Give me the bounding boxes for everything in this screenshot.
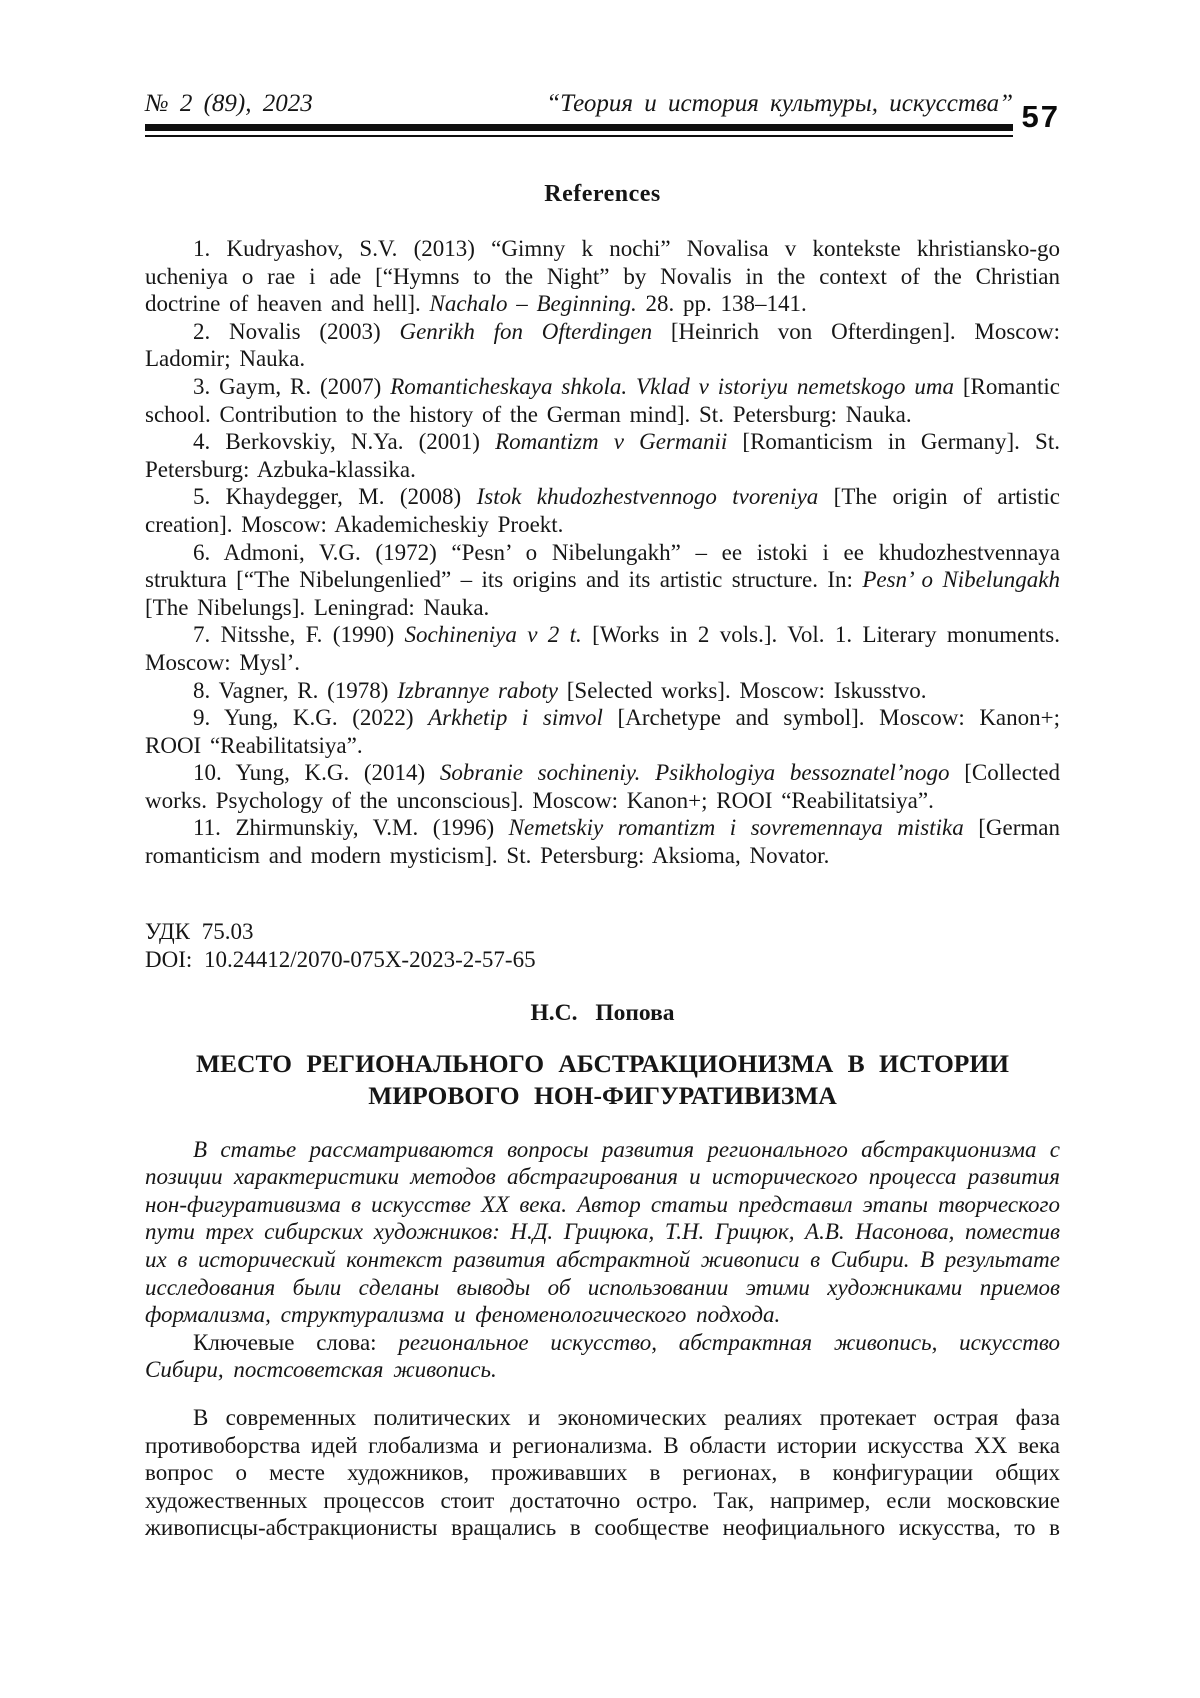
reference-text: [Heinrich von Ofterdingen]. Moscow: Ladomir; Nauka. — [145, 318, 1060, 372]
reference-item — [145, 539, 1060, 622]
reference-title-italic: Nemetskiy romantizm i sovremennaya mistika — [508, 815, 964, 841]
keywords-text: региональное искусство, абстрактная живопись, искусство Сибири, постсоветская живопись. — [145, 1329, 1060, 1383]
reference-item — [145, 759, 1060, 814]
header-rule-thick — [145, 124, 1013, 131]
header-inner — [145, 90, 1013, 137]
reference-title-italic: Istok khudozhestvennogo tvoreniya — [476, 484, 819, 510]
reference-text: 9. Yung, K.G. (2022) — [193, 705, 429, 731]
reference-item — [145, 483, 1060, 538]
keywords-label: Ключевые слова: — [193, 1329, 399, 1355]
abstract-paragraph: В статье рассматриваются вопросы развития регионального абстракционизма с позиции характеристики методов абстрагирования и исторического процесса развития нон-фигуративизма в искусстве XX века. Автор статьи представил этапы творческого пути трех сибирских художников: Н.Д. Грицюка, Т.Н. Грицюк, А.В. Насонова, поместив их в исторический контекст развития абстрактной живописи в Сибири. В результате исследования были сделаны выводы об использовании этими художниками приемов формализма, структурализма и феноменологического подхода. — [145, 1136, 1060, 1328]
udc-line: УДК 75.03 — [145, 918, 254, 944]
reference-text: 4. Berkovskiy, N.Ya. (2001) — [193, 429, 496, 455]
reference-text: [German romanticism and modern mysticism]. St. Petersburg: Aksioma, Novator. — [145, 815, 1060, 869]
reference-item — [145, 373, 1060, 428]
header-row — [145, 90, 1013, 118]
reference-text: [The Nibelungs]. Leningrad: Nauka. — [145, 594, 490, 620]
references-heading: References — [544, 181, 661, 207]
reference-title-italic: Romantizm v Germanii — [495, 429, 728, 455]
reference-text: 7. Nitsshe, F. (1990) — [193, 622, 405, 648]
reference-text: [Works in 2 vols.]. Vol. 1. Literary monuments. Moscow: Mysl’. — [145, 622, 1060, 675]
header-rule — [145, 124, 1013, 137]
reference-item — [145, 621, 1060, 676]
reference-text: [Romanticism in Germany]. St. Petersburg: Azbuka-klassika. — [145, 429, 1060, 482]
body-paragraph: В современных политических и экономических реалиях протекает острая фаза противоборства идей глобализма и регионализма. В области истории искусства XX века вопрос о месте художников, проживавших в регионах, в конфигурации общих художественных процессов стоит достаточно остро. Так, например, если московские живописцы-абстракционисты вращались в сообществе неофициального искусства, то в — [145, 1405, 1060, 1541]
reference-text: [The origin of artistic creation]. Moscow: Akademicheskiy Proekt. — [145, 484, 1061, 537]
reference-title-italic: Izbrannye raboty — [397, 677, 558, 703]
article-title — [145, 1048, 1060, 1112]
references-list — [145, 235, 1060, 870]
reference-item — [145, 235, 1060, 318]
author-name: Н.С. Попова — [530, 999, 675, 1026]
issue-number: № 2 (89), 2023 — [145, 90, 313, 117]
header-rule-thin — [145, 135, 1013, 137]
article-meta — [145, 918, 1060, 974]
reference-text: 5. Khaydegger, M. (2008) — [193, 484, 477, 510]
reference-title-italic: Sobranie sochineniy. Psikhologiya bessoznatel’nogo — [439, 760, 950, 786]
article-title-line-1: МЕСТО РЕГИОНАЛЬНОГО АБСТРАКЦИОНИЗМА В ИСТОРИИ — [195, 1048, 1010, 1078]
reference-item — [145, 704, 1060, 759]
reference-text: 10. Yung, K.G. (2014) — [193, 760, 440, 786]
keywords-paragraph — [145, 1329, 1060, 1384]
reference-text: [Romantic school. Contribution to the history of the German mind]. St. Petersburg: Nauka. — [145, 373, 1060, 427]
reference-text: [Collected works. Psychology of the unconscious]. Moscow: Kanon+; ROOI “Reabilitatsiya”. — [145, 760, 1061, 813]
article-title-line-2: МИРОВОГО НОН-ФИГУРАТИВИЗМА — [368, 1080, 837, 1110]
reference-item — [145, 318, 1060, 373]
page-number: 57 — [1021, 99, 1060, 134]
reference-text: [Selected works]. Moscow: Iskusstvo. — [558, 677, 927, 703]
reference-text: 2. Novalis (2003) — [193, 318, 400, 344]
reference-item — [145, 428, 1060, 483]
journal-title: “Теория и история культуры, искусства” — [546, 90, 1013, 117]
reference-text: 11. Zhirmunskiy, V.M. (1996) — [193, 815, 509, 841]
reference-text: 6. Admoni, V.G. (1972) “Pesn’ o Nibelungakh” – ee istoki i ee khudozhestvennaya struktura [“The Nibelungenlied” – its origins and its artistic structure. In: — [145, 539, 1060, 593]
reference-item — [145, 814, 1060, 869]
doi-line: DOI: 10.24412/2070-075X-2023-2-57-65 — [145, 946, 536, 972]
reference-text: 1. Kudryashov, S.V. (2013) “Gimny k nochi” Novalisa v kontekste khristiansko-go ucheniya o rae i ade [“Hymns to the Night” by Novalis in the context of the Christian doctrine of heaven and hell]. — [145, 236, 1060, 317]
page-header — [145, 90, 1060, 137]
reference-text: 8. Vagner, R. (1978) — [193, 677, 398, 703]
reference-text: 28. pp. 138–141. — [636, 291, 807, 317]
reference-title-italic: Romanticheskaya shkola. Vklad v istoriyu nemetskogo uma — [390, 373, 954, 399]
reference-title-italic: Genrikh fon Ofterdingen — [399, 318, 653, 344]
reference-item — [145, 677, 1060, 705]
reference-title-italic: Pesn’ o Nibelungakh — [862, 567, 1060, 593]
reference-text: 3. Gaym, R. (2007) — [193, 373, 391, 399]
reference-title-italic: Sochineniya v 2 t. — [404, 622, 582, 648]
reference-title-italic: Nachalo – Beginning. — [429, 291, 637, 317]
reference-title-italic: Arkhetip i simvol — [428, 705, 603, 731]
reference-text: [Archetype and symbol]. Moscow: Kanon+; ROOI “Reabilitatsiya”. — [145, 705, 1060, 758]
